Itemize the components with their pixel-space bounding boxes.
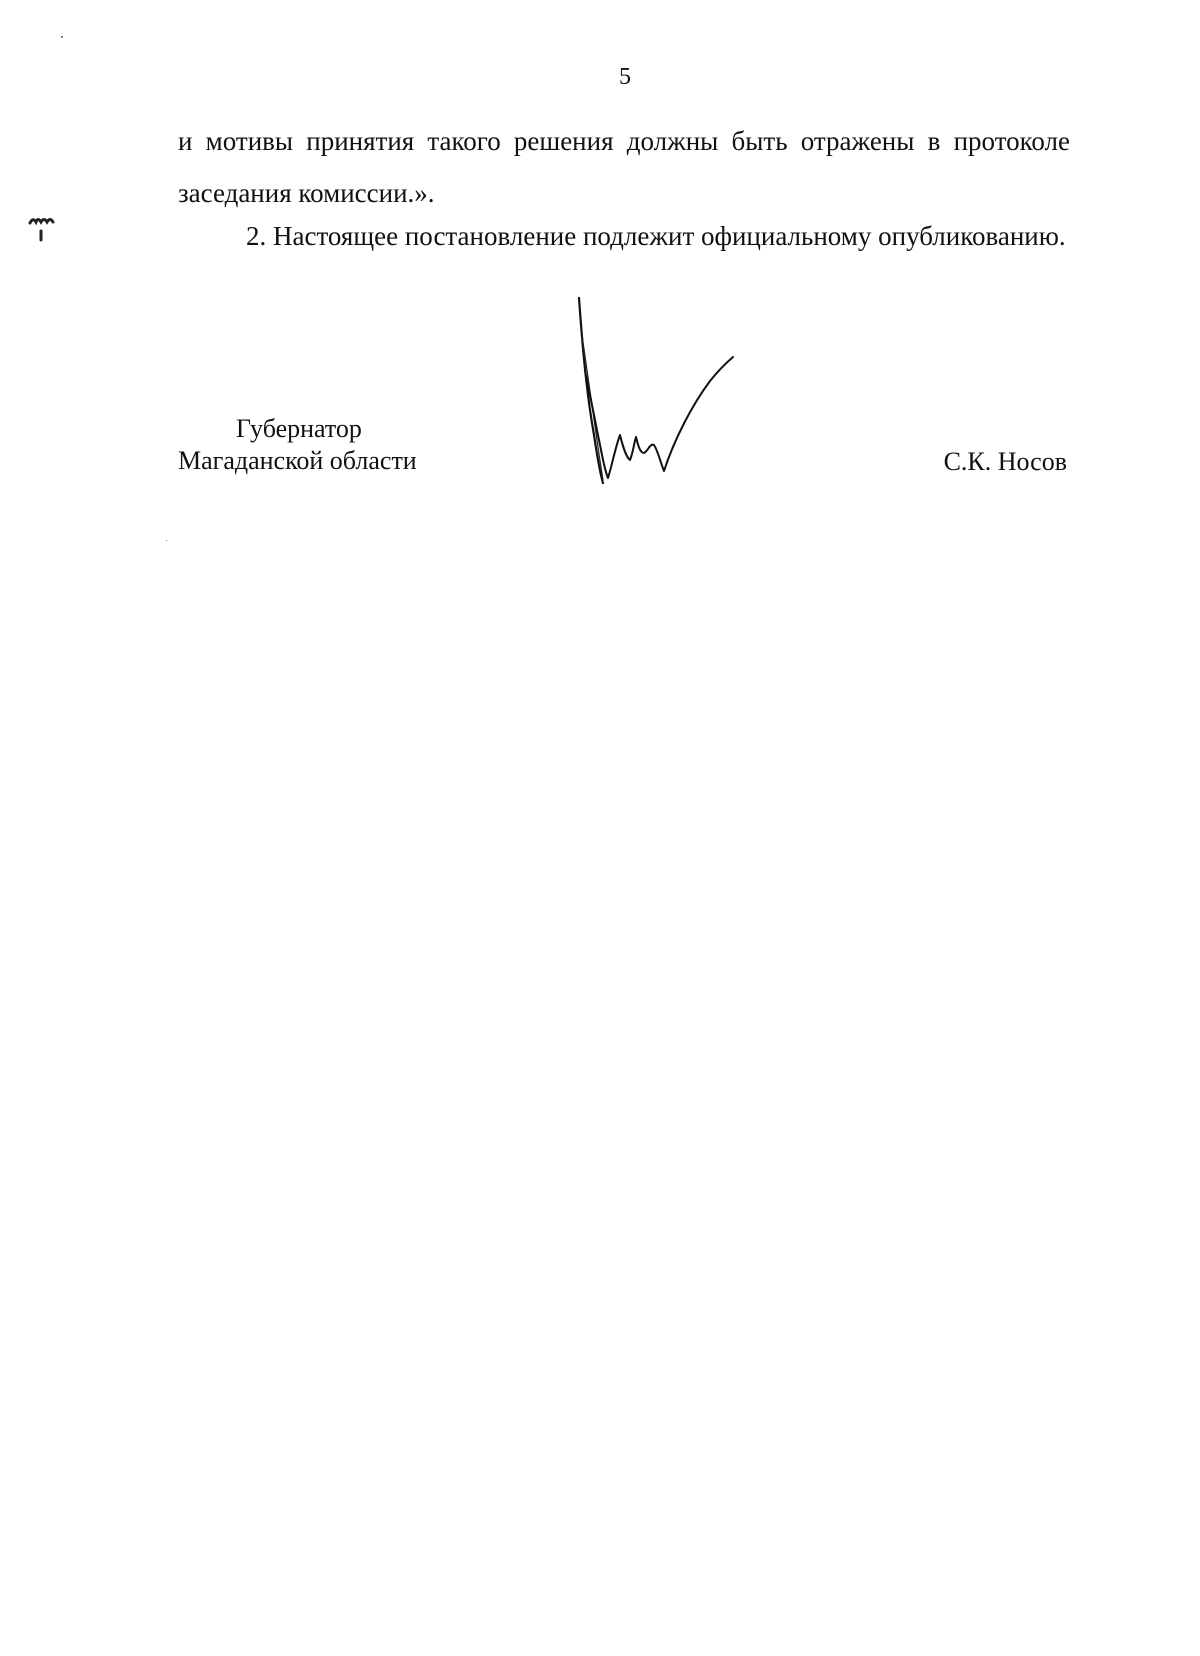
body-paragraph-publication: 2. Настоящее постановление подлежит официальному опубликованию. [246,221,1066,251]
signer-position-line-2: Магаданской области [178,446,417,475]
signer-name: С.К. Носов [943,447,1067,476]
signer-position [178,413,417,477]
margin-mark [28,213,62,252]
scan-speck [166,540,167,541]
signer-position-line-1: Губернатор [236,414,362,443]
scan-speck [61,36,63,38]
handwritten-signature [570,295,750,500]
page-number: 5 [619,64,631,90]
body-paragraph-continuation: и мотивы принятия такого решения должны быть отражены в протоколе заседания комиссии.». [178,126,1070,208]
